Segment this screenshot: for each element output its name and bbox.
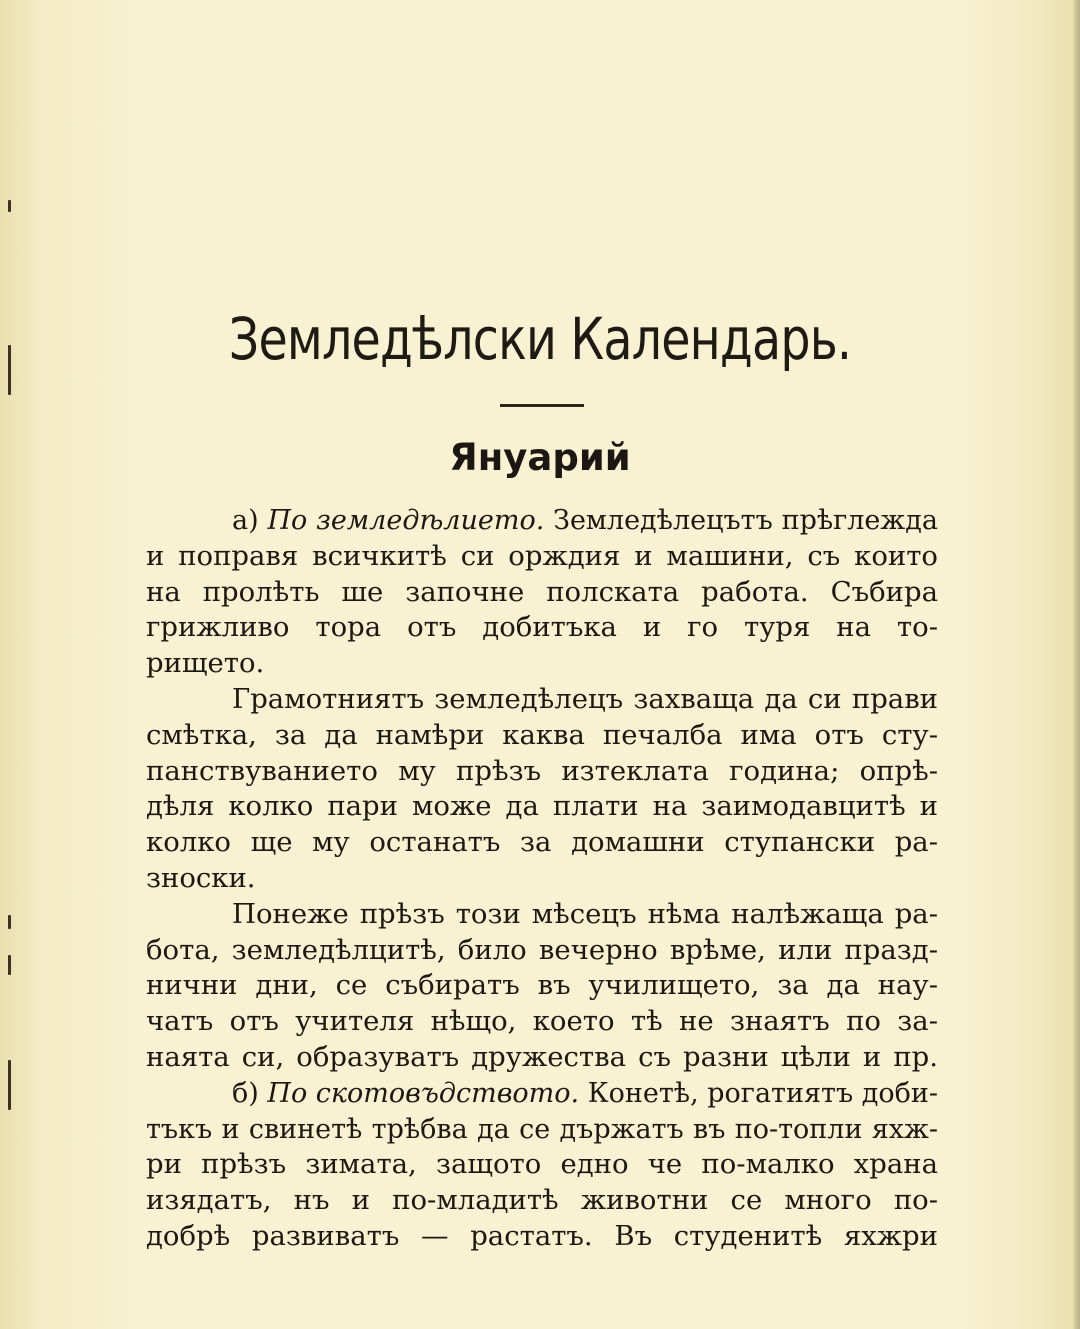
text-line: чатъ отъ учителя нѣщо, което тѣ не знаятъ по за- — [146, 1005, 938, 1038]
title-rule — [500, 404, 584, 407]
text-line: а) По земледѣлието. Земледѣлецътъ прѣглежда — [232, 505, 938, 536]
text-line: и поправя всичкитѣ си орждия и машини, съ които — [146, 539, 938, 572]
text-line: панствуванието му прѣзъ изтеклата година; опрѣ- — [146, 754, 938, 787]
text-line: зноски. — [146, 861, 256, 894]
text-line: колко ще му останатъ за домашни ступански ра- — [146, 826, 938, 859]
body-text — [146, 503, 938, 1255]
text-line: дѣля колко пари може да плати на заимодавцитѣ и — [146, 790, 938, 823]
text-line: Грамотниятъ земледѣлецъ захваща да си прави — [232, 682, 938, 715]
margin-mark — [8, 200, 11, 212]
text-line: добрѣ развиватъ — растатъ. Въ студенитѣ яхжри — [146, 1219, 938, 1252]
text-line: грижливо тора отъ добитъка и го туря на то- — [146, 611, 938, 644]
margin-mark — [8, 345, 11, 395]
page-edge — [1074, 0, 1080, 1329]
text-line: наята си, образуватъ дружества съ разни цѣли и пр. — [146, 1040, 938, 1073]
text-line: изядатъ, нъ и по-младитѣ животни се много по- — [146, 1184, 938, 1217]
text-line: нични дни, се събиратъ въ училището, за да нау- — [146, 969, 938, 1002]
text-line: б) По скотовъдството. Конетѣ, рогатиятъ доби- — [232, 1077, 938, 1109]
text-line: ри прѣзъ зимата, защото едно че по-малко храна — [146, 1148, 938, 1181]
page-title: Земледѣлски Календарь. — [228, 305, 852, 373]
text-line: бота, земледѣлцитѣ, било вечерно врѣме, или празд- — [146, 933, 938, 966]
margin-mark — [8, 1060, 11, 1110]
margin-mark — [8, 915, 11, 929]
month-heading: Януарий — [449, 436, 631, 479]
section-heading-agriculture: По земледѣлието. — [267, 505, 545, 536]
text-line: смѣтка, за да намѣри каква печалба има отъ сту- — [146, 718, 938, 751]
text-line: Понеже прѣзъ този мѣсецъ нѣма налѣжаща ра- — [232, 897, 938, 930]
text-line: на пролѣть ше започне полската работа. Събира — [146, 575, 938, 608]
margin-mark — [8, 955, 11, 975]
text-line: рището. — [146, 647, 265, 680]
section-heading-livestock: По скотовъдството. — [267, 1077, 580, 1109]
text-line: тъкъ и свинетѣ трѣбва да се държатъ въ по-топли яхж- — [146, 1113, 938, 1145]
